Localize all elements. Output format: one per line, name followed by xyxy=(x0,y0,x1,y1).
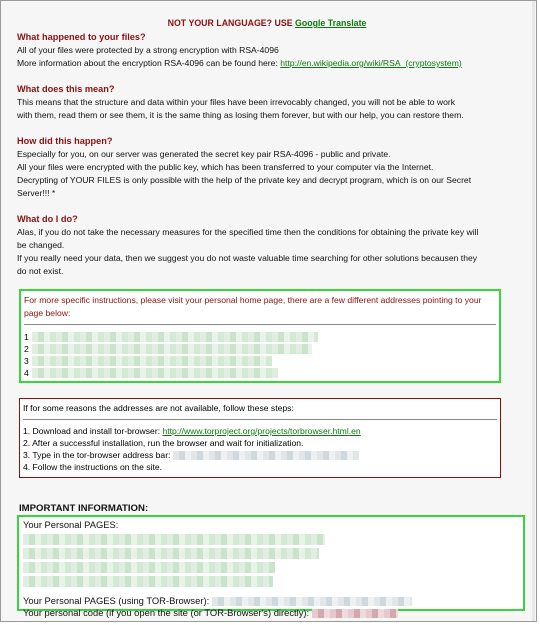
instructions-box xyxy=(19,289,501,383)
step-3-text: 3. Type in the tor-browser address bar: xyxy=(23,450,171,460)
redacted-address[interactable] xyxy=(32,368,278,378)
redacted-address[interactable] xyxy=(32,332,318,342)
section-what-do xyxy=(17,213,517,278)
section-what-happened xyxy=(17,31,517,70)
section-line: with them, read them or see them, it is the same thing as losing them forever, but with our help, you can restore them. xyxy=(17,110,464,120)
section-line: This means that the structure and data within your files have been irrevocably changed, you will not be able to work xyxy=(17,97,456,107)
section-line: All your files were encrypted with the public key, which has been transferred to your computer via the Internet. xyxy=(17,162,434,172)
personal-code-label: Your personal code (if you open the site (or TOR-Browser's) directly): xyxy=(23,607,310,618)
address-number: 2 xyxy=(24,344,29,354)
redacted-page-url[interactable] xyxy=(23,534,325,545)
important-title: IMPORTANT INFORMATION: xyxy=(19,503,149,514)
step-4: 4. Follow the instructions on the site. xyxy=(23,462,163,472)
scrollbar[interactable] xyxy=(532,1,535,621)
section-line: do not exist. xyxy=(17,266,64,276)
important-info-box xyxy=(17,515,525,618)
personal-pages-label: Your Personal PAGES: xyxy=(23,519,119,530)
wikipedia-rsa-link[interactable]: http://en.wikipedia.org/wiki/RSA_(cryptosystem) xyxy=(280,58,462,68)
section-line: Server!!! * xyxy=(17,188,56,198)
address-row[interactable] xyxy=(24,355,496,367)
section-line-text: More information about the encryption RSA-4096 can be found here: xyxy=(17,58,281,68)
language-notice xyxy=(17,17,517,30)
address-number: 3 xyxy=(24,356,29,366)
section-line: All of your files were protected by a strong encryption with RSA-4096 xyxy=(17,45,279,55)
section-how-happened xyxy=(17,135,517,200)
redacted-page-url[interactable] xyxy=(23,562,275,573)
tor-pages-line xyxy=(23,595,519,607)
redacted-pages-block[interactable] xyxy=(23,534,519,592)
section-line: Alas, if you do not take the necessary measures for the specified time then the conditions for obtaining the private key will xyxy=(17,227,479,237)
redacted-personal-code[interactable] xyxy=(312,609,398,618)
section-line: If you really need your data, then we suggest you do not waste valuable time searching for other solutions becausen they xyxy=(17,253,478,263)
redacted-tor-address[interactable] xyxy=(212,597,412,606)
redacted-address[interactable] xyxy=(32,356,272,366)
section-line: Decrypting of YOUR FILES is only possible with the help of the private key and decrypt program, which is on our Secret xyxy=(17,175,472,185)
section-title: What do I do? xyxy=(17,214,78,224)
instructions-text-2: page below: xyxy=(24,308,71,318)
address-number: 1 xyxy=(24,332,29,342)
address-row[interactable] xyxy=(24,367,496,379)
personal-code-line xyxy=(23,607,519,619)
fallback-steps-box xyxy=(19,398,501,478)
divider xyxy=(23,419,497,420)
divider xyxy=(24,324,496,325)
note-content xyxy=(17,17,517,278)
torproject-link[interactable]: http://www.torproject.org/projects/torbrowser.html.en xyxy=(162,426,361,436)
fallback-intro: If for some reasons the addresses are not available, follow these steps: xyxy=(23,403,294,413)
google-translate-link[interactable]: Google Translate xyxy=(295,18,367,28)
instructions-text-1: For more specific instructions, please visit your personal home page, there are a few different addresses pointing to your xyxy=(24,295,482,305)
address-row[interactable] xyxy=(24,331,496,343)
redacted-page-url[interactable] xyxy=(23,576,273,587)
section-title: How did this happen? xyxy=(17,136,113,146)
tor-pages-label: Your Personal PAGES (using TOR-Browser): xyxy=(23,595,210,606)
step-2: 2. After a successful installation, run the browser and wait for initialization. xyxy=(23,438,304,448)
section-title: What happened to your files? xyxy=(17,32,146,42)
step-1-text: 1. Download and install tor-browser: xyxy=(23,426,163,436)
section-what-means xyxy=(17,83,517,122)
section-title: What does this mean? xyxy=(17,84,115,94)
redacted-onion-address[interactable] xyxy=(173,451,359,460)
address-row[interactable] xyxy=(24,343,496,355)
address-number: 4 xyxy=(24,368,29,378)
section-line xyxy=(17,57,517,70)
step-1 xyxy=(23,426,497,438)
step-3 xyxy=(23,450,497,462)
redacted-page-url[interactable] xyxy=(23,548,319,559)
language-notice-text: NOT YOUR LANGUAGE? USE xyxy=(167,18,296,28)
redacted-address[interactable] xyxy=(32,344,312,354)
section-line: Especially for you, on our server was generated the secret key pair RSA-4096 - public and private. xyxy=(17,149,391,159)
section-line: be changed. xyxy=(17,240,65,250)
